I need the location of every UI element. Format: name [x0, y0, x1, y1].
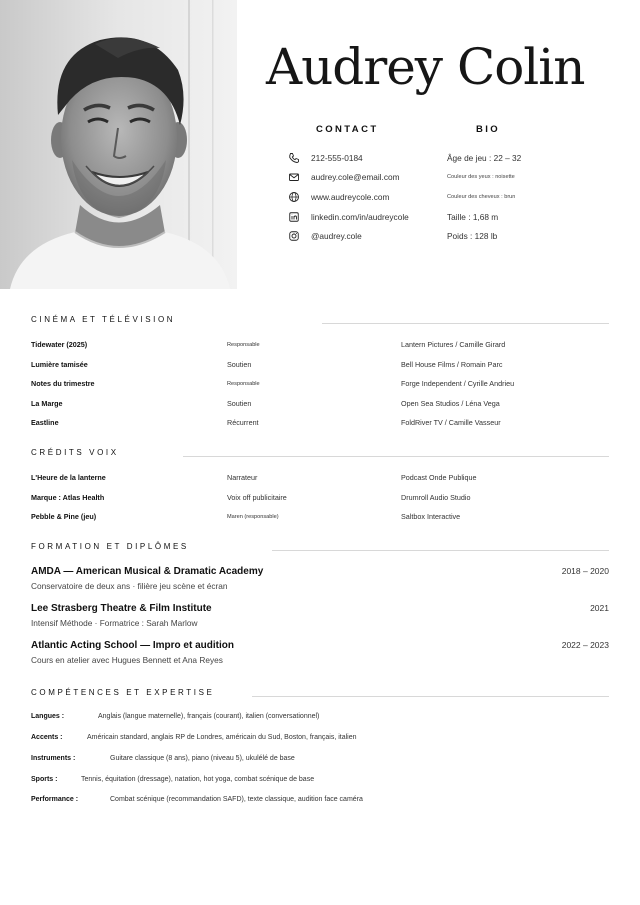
table-row	[31, 394, 609, 414]
skills-section-title: COMPÉTENCES ET EXPERTISE	[31, 688, 215, 697]
skill-row	[31, 776, 609, 783]
contact-instagram[interactable]	[287, 226, 447, 246]
mail-icon	[287, 170, 301, 184]
headshot-photo	[0, 0, 237, 289]
contact-instagram-text: @audrey.cole	[311, 231, 362, 242]
skill-row	[31, 755, 609, 762]
credit-role: Responsable	[227, 341, 260, 348]
education-description: Intensif Méthode · Formatrice : Sarah Marlow	[31, 618, 198, 628]
credit-title: Marque : Atlas Health	[31, 492, 105, 502]
education-years: 2021	[590, 603, 609, 613]
education-section-divider	[272, 550, 609, 551]
skill-label: Accents :	[31, 734, 63, 741]
contact-linkedin-text: linkedin.com/in/audreycole	[311, 211, 409, 222]
instagram-icon	[287, 229, 301, 243]
bio-hair-color: Couleur des cheveux : brun	[447, 193, 516, 200]
credit-title: Pebble & Pine (jeu)	[31, 512, 97, 522]
contact-email[interactable]	[287, 168, 447, 188]
bio-list	[447, 148, 627, 246]
credit-company: Drumroll Audio Studio	[401, 492, 471, 502]
credit-company: Saltbox Interactive	[401, 512, 461, 522]
contact-website-text: www.audreycole.com	[311, 191, 390, 202]
table-row	[31, 335, 609, 355]
skill-label: Langues :	[31, 713, 65, 720]
table-row	[31, 413, 609, 433]
skill-row	[31, 796, 609, 803]
skill-row	[31, 734, 609, 741]
bio-height: Taille : 1,68 m	[447, 211, 499, 222]
phone-icon	[287, 151, 301, 165]
candidate-name: Audrey Colin	[266, 38, 585, 96]
table-row	[31, 468, 609, 488]
bio-heading: BIO	[476, 124, 501, 135]
education-item	[31, 566, 609, 591]
credit-company: Podcast Onde Publique	[401, 473, 477, 483]
credit-role: Narrateur	[227, 473, 258, 483]
contact-heading: CONTACT	[316, 124, 379, 135]
bio-eye-color: Couleur des yeux : noisette	[447, 174, 515, 181]
skill-row	[31, 713, 609, 720]
credit-company: Bell House Films / Romain Parc	[401, 359, 503, 369]
table-row	[31, 488, 609, 508]
credit-title: Lumière tamisée	[31, 359, 88, 369]
credit-role: Voix off publicitaire	[227, 492, 287, 502]
film-section-title: CINÉMA ET TÉLÉVISION	[31, 315, 176, 324]
credit-role: Soutien	[227, 398, 252, 408]
contact-phone-text: 212-555-0184	[311, 152, 363, 163]
credit-company: Open Sea Studios / Léna Vega	[401, 398, 500, 408]
skill-value: Américain standard, anglais RP de Londres, américain du Sud, Boston, français, italien	[87, 734, 357, 741]
voice-section-title: CRÉDITS VOIX	[31, 448, 119, 457]
table-row	[31, 355, 609, 375]
credit-company: FoldRiver TV / Camille Vasseur	[401, 418, 501, 428]
education-school: AMDA — American Musical & Dramatic Academy	[31, 566, 264, 577]
skill-label: Performance :	[31, 796, 79, 803]
credit-title: L'Heure de la lanterne	[31, 473, 106, 483]
education-item	[31, 603, 609, 628]
education-description: Cours en atelier avec Hugues Bennett et Ana Reyes	[31, 655, 223, 665]
education-item	[31, 640, 609, 665]
credit-role: Récurrent	[227, 418, 259, 428]
credit-title: Notes du trimestre	[31, 379, 95, 389]
credit-role: Soutien	[227, 359, 252, 369]
credit-role: Responsable	[227, 380, 260, 387]
contact-website[interactable]	[287, 187, 447, 207]
education-years: 2018 – 2020	[561, 566, 609, 576]
bio-weight: Poids : 128 lb	[447, 231, 498, 242]
skill-value: Guitare classique (8 ans), piano (niveau 5), ukulélé de base	[110, 755, 295, 762]
credit-company: Forge Independent / Cyrille Andrieu	[401, 379, 515, 389]
skills-section-divider	[252, 696, 609, 697]
skill-value: Combat scénique (recommandation SAFD), texte classique, audition face caméra	[110, 796, 363, 803]
skill-label: Sports :	[31, 776, 58, 783]
credit-title: Tidewater (2025)	[31, 340, 88, 350]
contact-linkedin[interactable]	[287, 207, 447, 227]
education-description: Conservatoire de deux ans · filière jeu scène et écran	[31, 581, 228, 591]
skill-label: Instruments :	[31, 755, 76, 762]
credit-company: Lantern Pictures / Camille Girard	[401, 340, 506, 350]
bio-age: Âge de jeu : 22 – 32	[447, 152, 522, 163]
contact-email-text: audrey.cole@email.com	[311, 172, 400, 183]
linkedin-icon	[287, 210, 301, 224]
table-row	[31, 507, 609, 527]
skill-value: Anglais (langue maternelle), français (courant), italien (conversationnel)	[98, 713, 320, 720]
education-school: Lee Strasberg Theatre & Film Institute	[31, 603, 212, 614]
education-years: 2022 – 2023	[561, 640, 609, 650]
table-row	[31, 374, 609, 394]
voice-section-divider	[183, 456, 609, 457]
film-section-divider	[322, 323, 609, 324]
education-school: Atlantic Acting School — Impro et audition	[31, 640, 234, 651]
credit-role: Maren (responsable)	[227, 513, 279, 520]
globe-icon	[287, 190, 301, 204]
skill-value: Tennis, équitation (dressage), natation, hot yoga, combat scénique de base	[81, 776, 315, 783]
education-section-title: FORMATION ET DIPLÔMES	[31, 542, 189, 551]
contact-list	[287, 148, 447, 246]
contact-phone[interactable]	[287, 148, 447, 168]
credit-title: La Marge	[31, 398, 63, 408]
credit-title: Eastline	[31, 418, 59, 428]
